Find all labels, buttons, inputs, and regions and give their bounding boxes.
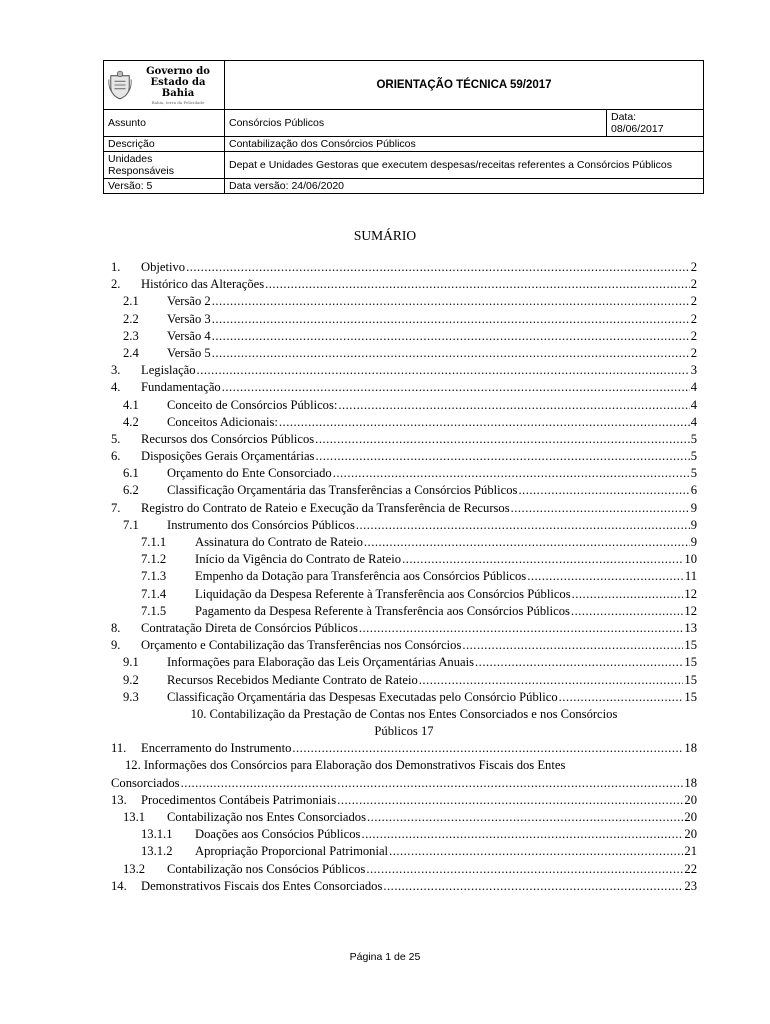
toc-entry-number: 1. [111, 260, 121, 274]
toc-entry[interactable] [111, 861, 697, 878]
toc-entry-title: Doações aos Consócios Públicos [195, 827, 361, 842]
toc-entry[interactable] [111, 740, 697, 757]
toc-entry-page: 4 [690, 380, 697, 395]
toc-entry[interactable] [111, 397, 697, 414]
toc-entry-10-line-2[interactable] [111, 723, 697, 740]
versao-date-value: Data versão: 24/06/2020 [225, 179, 704, 194]
toc-entry-page: 5 [690, 449, 697, 464]
toc-dot-leader [511, 500, 690, 517]
toc-entry-number: 9. [111, 638, 121, 653]
toc-dot-leader [333, 465, 690, 482]
toc-entry-10-line-1-text: 10. Contabilização da Prestação de Contas nos Entes Consorciados e nos Consórcios [190, 706, 618, 721]
toc-dot-leader [212, 311, 690, 328]
logo-cell [104, 61, 225, 110]
toc-entry-number: 2.1 [123, 294, 139, 309]
unidades-value: Depat e Unidades Gestoras que executem despesas/receitas referentes a Consórcios Públicos [225, 152, 704, 179]
toc-entry-number: 2.2 [123, 311, 139, 326]
toc-dot-leader [383, 878, 683, 895]
toc-entry-title: Registro do Contrato de Rateio e Execução da Transferência de Recursos [141, 500, 510, 515]
toc-entry-page: 21 [684, 844, 697, 859]
toc-entry[interactable] [111, 345, 697, 362]
toc-entry[interactable] [111, 689, 697, 706]
toc-entry-page: 2 [690, 260, 697, 274]
toc-entry-title: Versão 2 [167, 294, 211, 309]
toc-dot-leader [518, 482, 689, 499]
toc-entry-title: Recursos Recebidos Mediante Contrato de Rateio [167, 672, 418, 687]
toc-entry-number: 7.1 [123, 517, 139, 532]
toc-dot-leader [572, 586, 684, 603]
toc-entry-title: Legislação [141, 363, 196, 378]
unidades-label: Unidades Responsáveis [104, 152, 225, 179]
toc-entry[interactable] [111, 517, 697, 534]
page-footer: Página 1 de 25 [349, 951, 421, 963]
toc-entry[interactable] [111, 551, 697, 568]
toc-dot-leader [559, 689, 684, 706]
toc-entry-title: Liquidação da Despesa Referente à Transferência aos Consórcios Públicos [195, 586, 571, 601]
toc-entry[interactable] [111, 568, 697, 585]
toc-entry-title: Objetivo [141, 260, 186, 274]
toc-entry-number: 13.2 [123, 861, 146, 876]
toc-entry-number: 9.1 [123, 655, 139, 670]
toc-dot-leader [186, 259, 690, 276]
toc-entry-number: 4.1 [123, 397, 139, 412]
toc-entry[interactable] [111, 809, 697, 826]
toc-dot-leader [212, 328, 690, 345]
toc-dot-leader [279, 414, 690, 431]
toc-entry-page: 18 [684, 775, 697, 790]
toc-entry-title: Recursos dos Consórcios Públicos [141, 431, 315, 446]
toc-dot-leader [356, 517, 690, 534]
toc-entry-title: Encerramento do Instrumento [141, 741, 292, 756]
toc-entry-number: 8. [111, 620, 121, 635]
header-table [103, 60, 704, 194]
toc-entry-number: 6.1 [123, 466, 139, 481]
document-title: ORIENTAÇÃO TÉCNICA 59/2017 [225, 61, 704, 110]
date-cell [607, 110, 704, 137]
toc-entry-number: 13.1.1 [141, 827, 173, 842]
toc-entry[interactable] [111, 362, 697, 379]
assunto-value: Consórcios Públicos [225, 110, 607, 137]
logo-line-2: Estado da Bahia [150, 76, 206, 99]
toc-entry-title: Procedimentos Contábeis Patrimoniais [141, 792, 337, 807]
date-value: 08/06/2017 [611, 123, 664, 135]
toc-entry-page: 9 [690, 500, 697, 515]
toc-entry-number: 7.1.4 [141, 586, 167, 601]
toc-dot-leader [212, 293, 690, 310]
toc-entry-10-line-2-text: Públicos 17 [374, 724, 434, 739]
toc-dot-leader [265, 276, 690, 293]
toc-dot-leader [475, 654, 683, 671]
toc-entry[interactable] [111, 448, 697, 465]
toc-entry[interactable] [111, 500, 697, 517]
toc-entry-number: 7.1.1 [141, 535, 167, 549]
toc-entry-12-line-1-text: 12. Informações dos Consórcios para Elaboração dos Demonstrativos Fiscais dos Entes [125, 758, 566, 773]
logo-subtitle: Bahia, terra da Felicidade [151, 99, 205, 105]
toc-entry-12-line-2[interactable] [111, 775, 697, 792]
toc-entry-title: Versão 3 [167, 311, 211, 326]
toc-entry-title: Informações para Elaboração das Leis Orçamentárias Anuais [167, 655, 475, 670]
toc-entry-title: Instrumento dos Consórcios Públicos [167, 517, 355, 532]
toc-entry[interactable] [111, 311, 697, 328]
toc-entry[interactable] [111, 534, 697, 551]
toc-entry-page: 15 [684, 689, 697, 704]
toc-entry-title: Conceitos Adicionais: [167, 414, 278, 429]
toc-entry-title: Pagamento da Despesa Referente à Transferência aos Consórcios Públicos [195, 603, 570, 618]
toc-entry-title: Contratação Direta de Consórcios Públicos [141, 620, 358, 635]
toc-dot-leader [527, 568, 684, 585]
toc-entry-title: Versão 5 [167, 345, 211, 360]
toc-entry-page: 9 [690, 517, 697, 532]
toc-dot-leader [181, 775, 684, 792]
toc-dot-leader [292, 740, 683, 757]
toc-entry-title: Contabilização nos Entes Consorciados [167, 810, 367, 824]
toc-entry-number: 7. [111, 500, 121, 515]
toc-dot-leader [364, 534, 690, 551]
toc-entry-title: Empenho da Dotação para Transferência aos Consórcios Públicos [195, 569, 527, 584]
toc-entry[interactable] [111, 328, 697, 345]
summary-title: SUMÁRIO [353, 228, 417, 243]
toc-entry-title: Histórico das Alterações [141, 277, 265, 292]
toc-entry-title: Apropriação Proporcional Patrimonial [195, 844, 389, 859]
toc-entry-page: 2 [690, 328, 697, 343]
toc-entry-page: 15 [684, 672, 697, 687]
toc-entry-title: Demonstrativos Fiscais dos Entes Consorciados [141, 878, 383, 893]
toc-entry[interactable] [111, 843, 697, 860]
toc-dot-leader [315, 448, 689, 465]
toc-entry-page: 2 [690, 311, 697, 326]
toc-entry[interactable] [111, 586, 697, 603]
toc-dot-leader [197, 362, 690, 379]
toc-entry-title: Orçamento e Contabilização das Transferências nos Consórcios [141, 638, 462, 653]
toc-entry-12-line-1[interactable] [111, 757, 697, 774]
toc-entry-number: 9.3 [123, 689, 139, 704]
toc-entry[interactable] [111, 259, 697, 276]
toc-entry[interactable] [111, 826, 697, 843]
toc-entry-page: 12 [684, 586, 697, 601]
versao-label: Versão: 5 [104, 179, 225, 194]
toc-entry-page: 2 [690, 294, 697, 309]
toc-entry-number: 13.1.2 [141, 844, 173, 859]
toc-entry[interactable] [111, 431, 697, 448]
toc-entry-page: 15 [684, 655, 697, 670]
toc-dot-leader [366, 861, 683, 878]
toc-entry-number: 4. [111, 380, 121, 395]
toc-entry[interactable] [111, 482, 697, 499]
toc-dot-leader [571, 603, 683, 620]
toc-entry-number: 5. [111, 431, 121, 446]
date-label: Data: [611, 111, 637, 123]
toc-entry-page: 2 [690, 345, 697, 360]
toc-entry[interactable] [111, 792, 697, 809]
toc-dot-leader [419, 672, 684, 689]
toc-entry-page: 3 [690, 363, 697, 378]
toc-entry[interactable] [111, 276, 697, 293]
toc-entry-title: Conceito de Consórcios Públicos: [167, 397, 338, 412]
toc-entry-page: 4 [690, 397, 697, 412]
toc-entry-number: 7.1.3 [141, 569, 167, 584]
toc-entry-page: 2 [690, 277, 697, 292]
toc-entry-page: 20 [684, 792, 697, 807]
toc-entry-number: 6.2 [123, 483, 139, 498]
toc-dot-leader [222, 379, 690, 396]
descricao-label: Descrição [104, 137, 225, 152]
toc-entry-number: 11. [111, 741, 127, 756]
toc-entry-number: 7.1.5 [141, 603, 167, 618]
assunto-label: Assunto [104, 110, 225, 137]
toc-dot-leader [359, 620, 684, 637]
toc-entry-page: 20 [684, 827, 697, 842]
logo-line-1: Governo do [146, 65, 210, 77]
toc-entry-number: 3. [111, 363, 121, 378]
toc-entry[interactable] [111, 620, 697, 637]
toc-entry-number: 2.3 [123, 328, 139, 343]
toc-entry-page: 10 [684, 552, 697, 567]
toc-entry-page: 15 [684, 638, 697, 653]
toc-dot-leader [212, 345, 690, 362]
toc-entry-number: 13. [111, 792, 127, 807]
toc-entry-number: 7.1.2 [141, 552, 167, 567]
descricao-value: Contabilização dos Consórcios Públicos [225, 137, 704, 152]
government-logo [108, 66, 220, 105]
toc-entry-page: 23 [684, 878, 697, 893]
toc-entry-number: 13.1 [123, 810, 146, 824]
toc-entry-page: 6 [690, 483, 697, 498]
toc-entry-page: 20 [684, 810, 697, 824]
toc-entry-page: 22 [684, 861, 697, 876]
toc-entry-title: Início da Vigência do Contrato de Rateio [195, 552, 402, 567]
toc-entry[interactable] [111, 465, 697, 482]
toc-entry-title: Orçamento do Ente Consorciado [167, 466, 332, 481]
toc-dot-leader [337, 792, 683, 809]
toc-entry-title: Classificação Orçamentária das Transferências a Consórcios Públicos [167, 483, 518, 498]
toc-entry-10-line-1[interactable] [111, 706, 697, 723]
toc-entry[interactable] [111, 414, 697, 431]
toc-entry-title: Classificação Orçamentária das Despesas Executadas pelo Consórcio Público [167, 689, 558, 704]
toc-entry-number: 4.2 [123, 414, 139, 429]
toc-entry[interactable] [111, 878, 697, 895]
toc-entry-title: Disposições Gerais Orçamentárias [141, 449, 315, 464]
toc-entry-number: 9.2 [123, 672, 139, 687]
toc-entry-title: Assinatura do Contrato de Rateio [195, 535, 363, 549]
toc-dot-leader [315, 431, 690, 448]
toc-entry-page: 4 [690, 414, 697, 429]
toc-dot-leader [361, 826, 683, 843]
toc-dot-leader [338, 397, 689, 414]
toc-entry[interactable] [111, 637, 697, 654]
toc-entry-title: Fundamentação [141, 380, 221, 395]
toc-entry-page: 11 [684, 569, 697, 584]
toc-entry-title: Versão 4 [167, 328, 211, 343]
toc-dot-leader [367, 809, 683, 826]
table-of-contents [111, 259, 697, 895]
toc-dot-leader [389, 843, 683, 860]
toc-entry[interactable] [111, 672, 697, 689]
toc-entry-number: 2. [111, 277, 121, 292]
toc-entry-page: 9 [690, 535, 697, 549]
toc-entry[interactable] [111, 603, 697, 620]
toc-dot-leader [402, 551, 683, 568]
toc-entry[interactable] [111, 654, 697, 671]
toc-entry-page: 18 [684, 741, 697, 756]
toc-entry-number: 14. [111, 878, 127, 893]
toc-entry-page: 13 [684, 620, 697, 635]
toc-entry-title: Consorciados [111, 775, 180, 790]
toc-entry[interactable] [111, 293, 697, 310]
toc-entry-page: 12 [684, 603, 697, 618]
toc-entry-number: 6. [111, 449, 121, 464]
coat-of-arms-icon [108, 69, 132, 101]
toc-entry-title: Contabilização nos Consócios Públicos [167, 861, 366, 876]
toc-entry-page: 5 [690, 466, 697, 481]
toc-entry-page: 5 [690, 431, 697, 446]
toc-dot-leader [462, 637, 683, 654]
toc-entry-number: 2.4 [123, 345, 139, 360]
toc-entry[interactable] [111, 379, 697, 396]
